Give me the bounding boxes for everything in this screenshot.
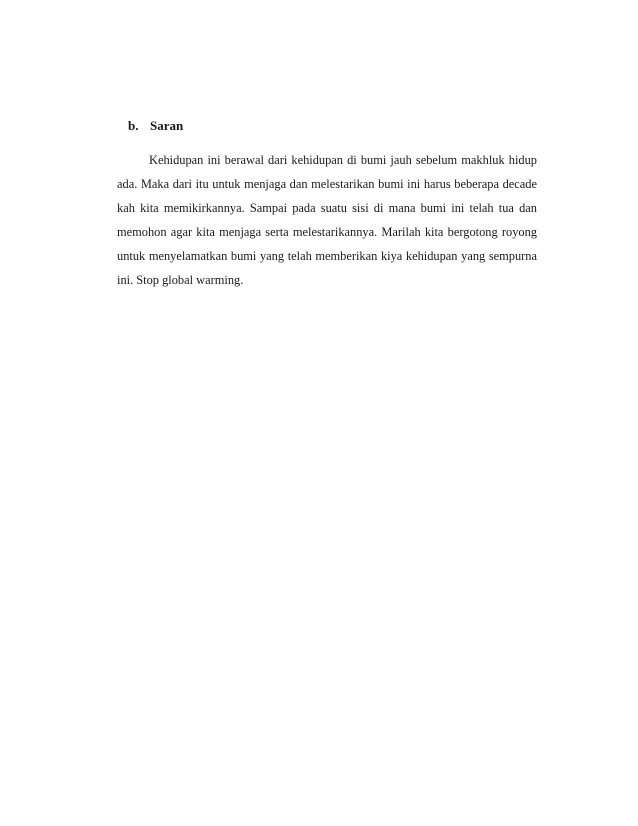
paragraph-line: ini. Stop global warming. xyxy=(117,273,244,287)
section-heading xyxy=(128,117,183,135)
paragraph-line: memohon agar kita menjaga serta melestarikannya. Marilah kita bergotong royong xyxy=(117,225,537,239)
paragraph-line: kah kita memikirkannya. Sampai pada suatu sisi di mana bumi ini telah tua dan xyxy=(117,201,537,215)
section-title: Saran xyxy=(150,118,184,133)
paragraph-line: Kehidupan ini berawal dari kehidupan di bumi jauh sebelum makhluk hidup xyxy=(149,153,537,167)
section-marker: b. xyxy=(128,118,139,133)
paragraph-line: ada. Maka dari itu untuk menjaga dan melestarikan bumi ini harus beberapa decade xyxy=(117,177,537,191)
paragraph-line: untuk menyelamatkan bumi yang telah memberikan kiya kehidupan yang sempurna xyxy=(117,249,537,263)
